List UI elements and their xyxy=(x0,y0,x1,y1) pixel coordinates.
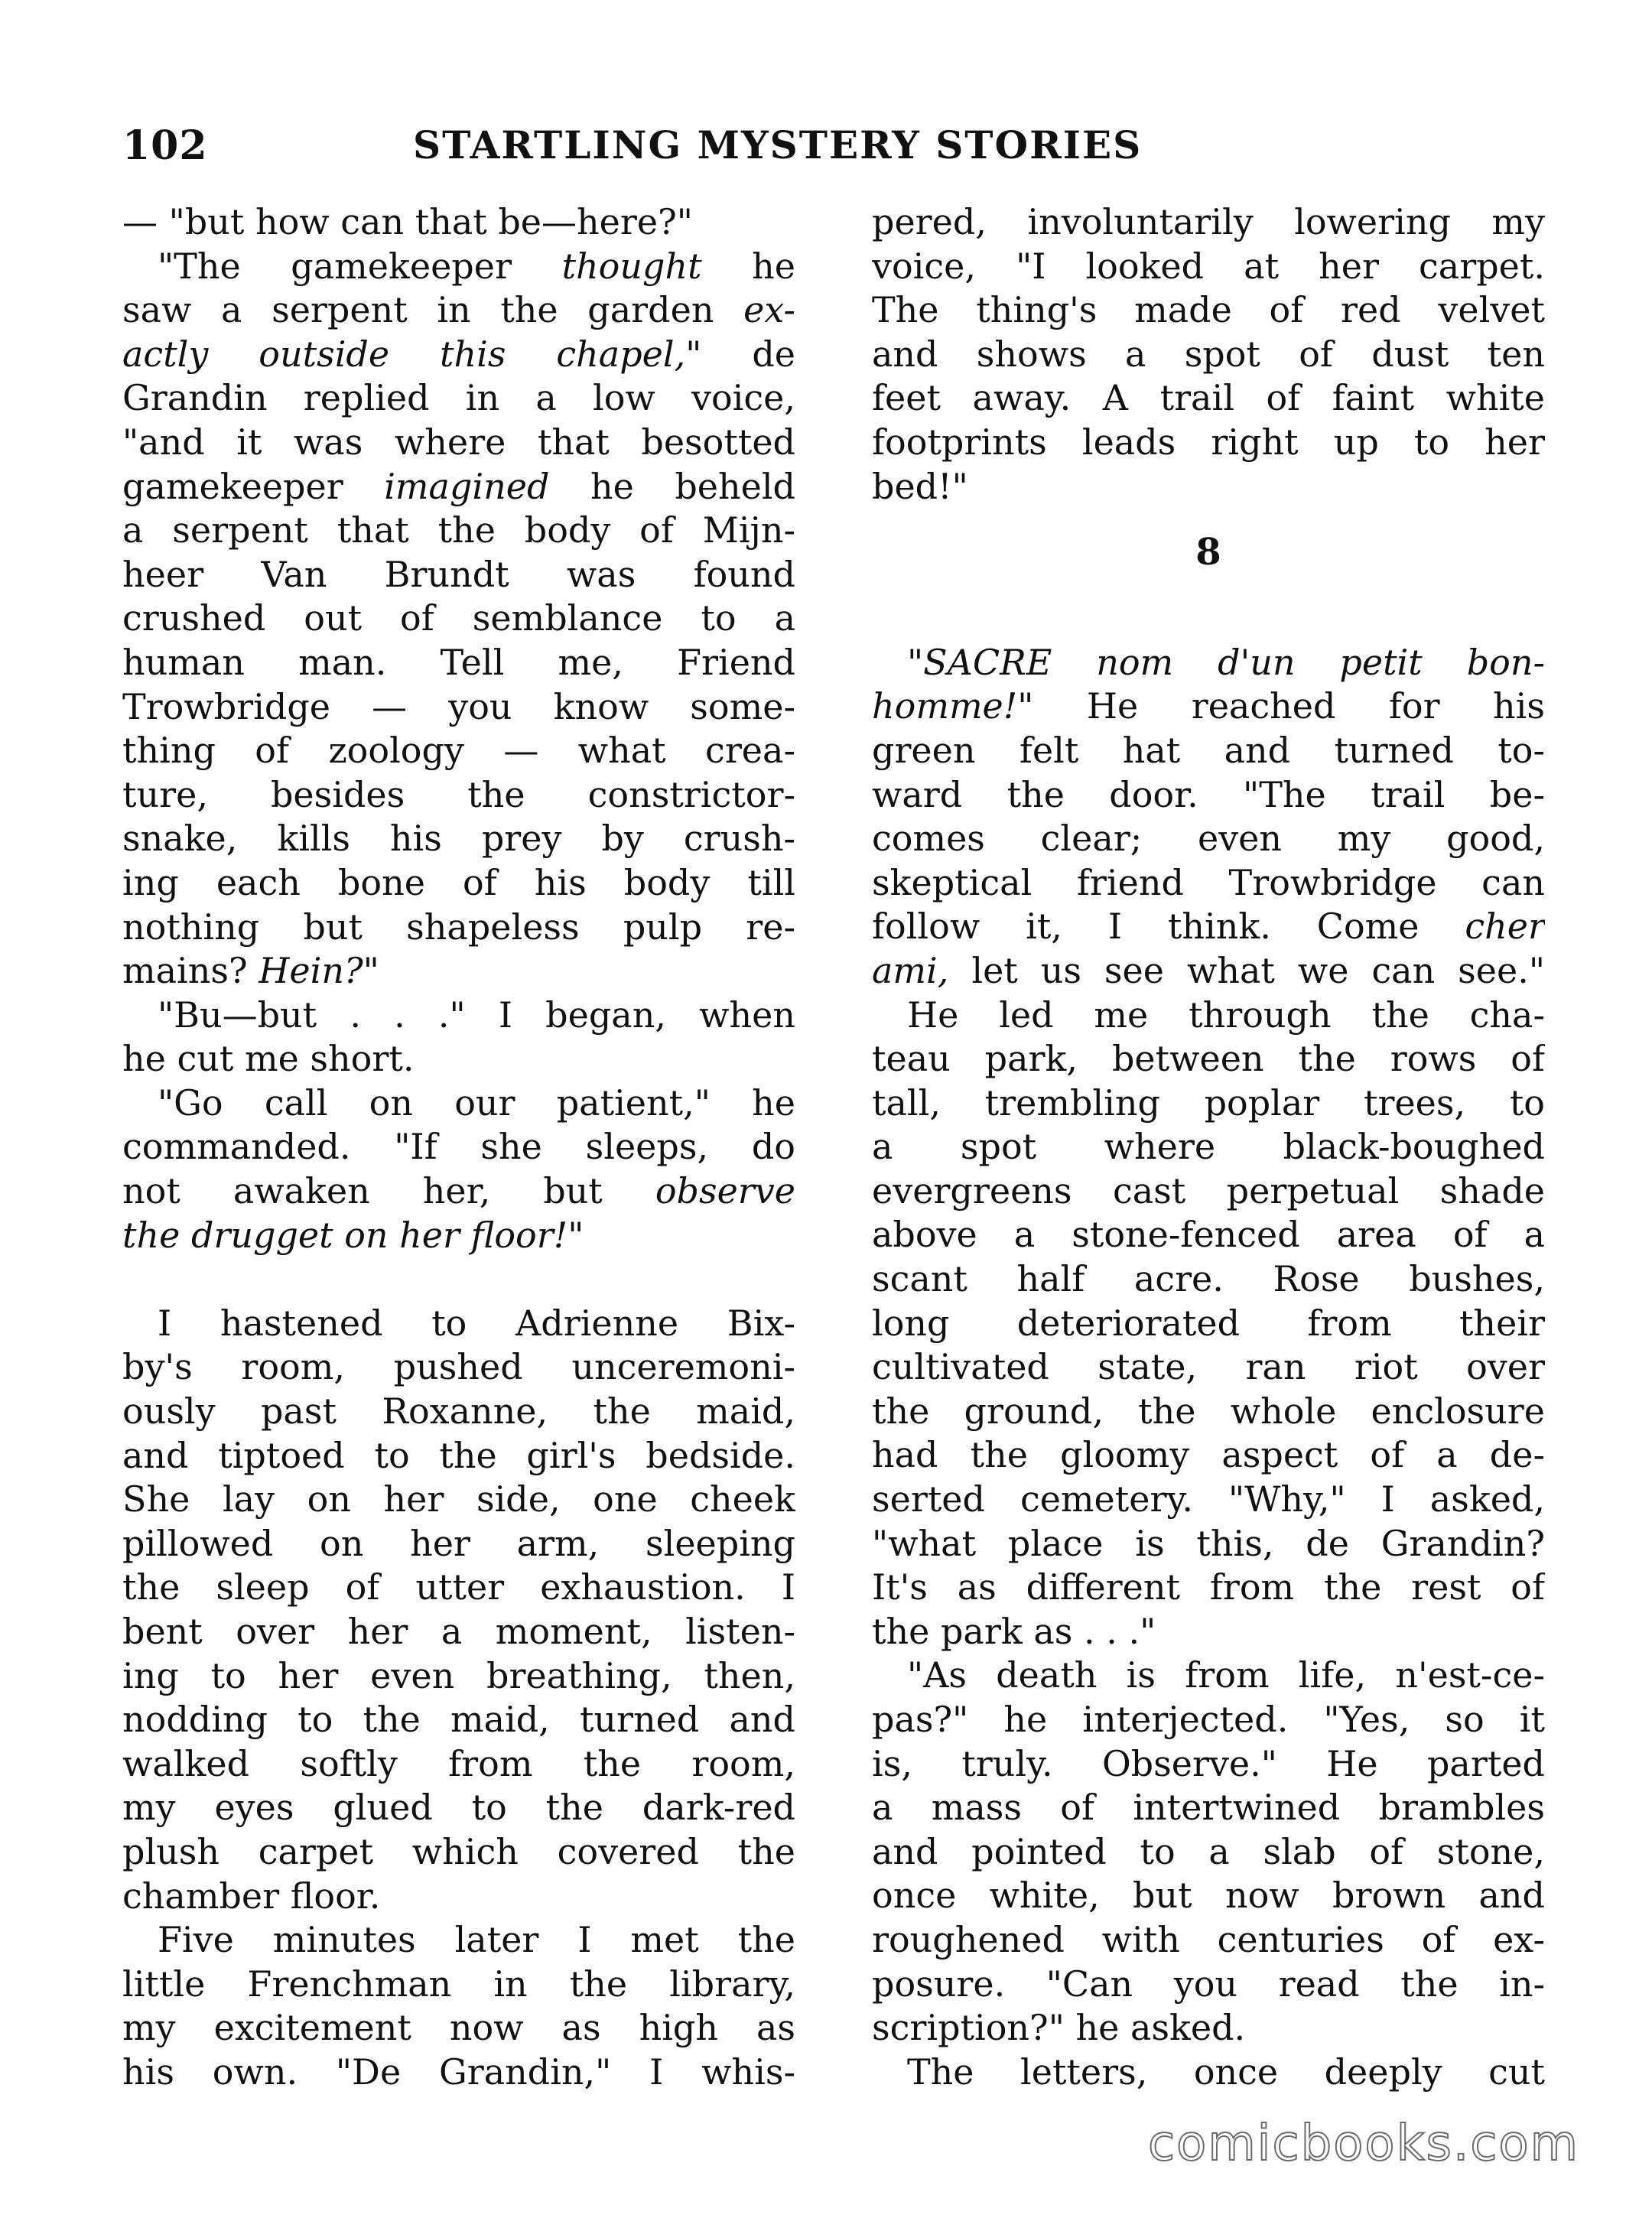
text-line: not awaken her, but observe xyxy=(122,1170,795,1212)
text-line: "Go call on our patient," he xyxy=(122,1081,795,1124)
page-number: 102 xyxy=(122,122,208,169)
text-line: scription?" he asked. xyxy=(872,2007,1246,2049)
text-line: "Bu—but . . ." I began, when xyxy=(122,994,795,1036)
text-line: nothing but shapeless pulp re- xyxy=(122,906,795,948)
text-line: and tiptoed to the girl's bedside. xyxy=(122,1434,795,1476)
text-line: teau park, between the rows of xyxy=(872,1038,1545,1080)
text-line: gamekeeper imagined he beheld xyxy=(122,465,795,507)
text-line: "As death is from life, n'est-ce- xyxy=(872,1654,1545,1696)
text-line: his own. "De Grandin," I whis- xyxy=(122,2051,795,2093)
text-line: walked softly from the room, xyxy=(122,1742,795,1784)
text-line: ami, let us see what we can see." xyxy=(872,949,1545,991)
text-line: above a stone-fenced area of a xyxy=(872,1214,1545,1256)
watermark: comicbooks.com xyxy=(1147,2116,1579,2172)
text-line: is, truly. Observe." He parted xyxy=(872,1742,1545,1784)
text-line: nodding to the maid, turned and xyxy=(122,1699,795,1741)
text-line: green felt hat and turned to- xyxy=(872,729,1545,771)
left-text-column xyxy=(122,200,795,2095)
page-header xyxy=(122,122,1545,184)
text-line: "and it was where that besotted xyxy=(122,421,795,463)
text-line: ing each bone of his body till xyxy=(122,861,795,903)
text-line: and pointed to a slab of stone, xyxy=(872,1830,1545,1872)
text-line: She lay on her side, one cheek xyxy=(122,1478,795,1520)
text-line: chamber floor. xyxy=(122,1875,381,1917)
text-line: follow it, I think. Come cher xyxy=(872,906,1545,948)
text-line: feet away. A trail of faint white xyxy=(872,377,1545,419)
text-line: bed!" xyxy=(872,465,968,507)
running-title: STARTLING MYSTERY STORIES xyxy=(413,122,1143,167)
text-line: evergreens cast perpetual shade xyxy=(872,1169,1545,1211)
text-line: The thing's made of red velvet xyxy=(872,289,1545,331)
text-line: tall, trembling poplar trees, to xyxy=(872,1081,1545,1124)
text-line: he cut me short. xyxy=(122,1038,415,1080)
text-line: my excitement now as high as xyxy=(122,2007,795,2049)
text-line: ously past Roxanne, the maid, xyxy=(122,1390,795,1433)
text-line: bent over her a moment, listen- xyxy=(122,1611,795,1652)
text-line: mains? Hein?" xyxy=(122,950,379,992)
text-line: cultivated state, ran riot over xyxy=(872,1346,1545,1388)
right-text-column xyxy=(872,200,1545,2094)
text-line: a serpent that the body of Mijn- xyxy=(122,509,795,551)
text-line: the drugget on her floor!" xyxy=(122,1214,584,1256)
text-line: Trowbridge — you know some- xyxy=(122,685,795,727)
text-line: The letters, once deeply cut xyxy=(872,2051,1545,2093)
text-line: ward the door. "The trail be- xyxy=(872,773,1545,815)
text-line: little Frenchman in the library, xyxy=(122,1963,795,2005)
text-line: the sleep of utter exhaustion. I xyxy=(122,1566,795,1608)
text-line: by's room, pushed unceremoni- xyxy=(122,1346,795,1388)
text-line: roughened with centuries of ex- xyxy=(872,1918,1545,1960)
text-line: serted cemetery. "Why," I asked, xyxy=(872,1478,1545,1520)
text-line: scant half acre. Rose bushes, xyxy=(872,1258,1545,1300)
text-line: commanded. "If she sleeps, do xyxy=(122,1126,795,1168)
text-line: pillowed on her arm, sleeping xyxy=(122,1522,795,1564)
text-line: "what place is this, de Grandin? xyxy=(872,1522,1545,1564)
text-line: — "but how can that be—here?" xyxy=(122,201,693,242)
text-line: a mass of intertwined brambles xyxy=(872,1787,1545,1829)
text-line: snake, kills his prey by crush- xyxy=(122,818,795,860)
text-line: voice, "I looked at her carpet. xyxy=(872,245,1545,287)
text-line: Grandin replied in a low voice, xyxy=(122,377,795,419)
text-line: He led me through the cha- xyxy=(872,994,1545,1036)
text-line: comes clear; even my good, xyxy=(872,818,1545,860)
text-line: ture, besides the constrictor- xyxy=(122,773,795,815)
text-line: I hastened to Adrienne Bix- xyxy=(122,1302,795,1344)
text-line: "SACRE nom d'un petit bon- xyxy=(907,641,1545,683)
text-line: skeptical friend Trowbridge can xyxy=(872,861,1545,903)
text-line: and shows a spot of dust ten xyxy=(872,333,1545,375)
text-line: once white, but now brown and xyxy=(872,1875,1545,1917)
text-line: ing to her even breathing, then, xyxy=(122,1654,795,1696)
text-line: Five minutes later I met the xyxy=(122,1919,795,1961)
text-line: plush carpet which covered the xyxy=(122,1830,795,1872)
text-line: footprints leads right up to her xyxy=(872,421,1545,463)
text-line: my eyes glued to the dark-red xyxy=(122,1787,795,1829)
text-line: homme!" He reached for his xyxy=(872,685,1545,727)
text-line: saw a serpent in the garden ex- xyxy=(122,289,795,331)
text-line: human man. Tell me, Friend xyxy=(122,641,795,683)
text-line: had the gloomy aspect of a de- xyxy=(872,1434,1545,1476)
text-line: thing of zoology — what crea- xyxy=(122,730,795,772)
text-line: crushed out of semblance to a xyxy=(122,597,795,639)
text-line: pas?" he interjected. "Yes, so it xyxy=(872,1699,1545,1740)
paragraph-gap xyxy=(122,1257,795,1302)
text-line: the ground, the whole enclosure xyxy=(872,1390,1545,1432)
section-number: 8 xyxy=(1195,531,1221,574)
text-line: the park as . . ." xyxy=(872,1610,1156,1652)
text-line: a spot where black-boughed xyxy=(872,1126,1545,1168)
text-line: long deteriorated from their xyxy=(872,1302,1545,1344)
text-line: actly outside this chapel," de xyxy=(122,333,795,375)
text-line: pered, involuntarily lowering my xyxy=(872,201,1545,242)
text-line: posure. "Can you read the in- xyxy=(872,1963,1545,2005)
paragraph-gap xyxy=(872,597,1545,641)
text-line: heer Van Brundt was found xyxy=(122,553,795,595)
text-line: "The gamekeeper thought he xyxy=(122,245,795,287)
text-line: It's as different from the rest of xyxy=(872,1566,1545,1608)
